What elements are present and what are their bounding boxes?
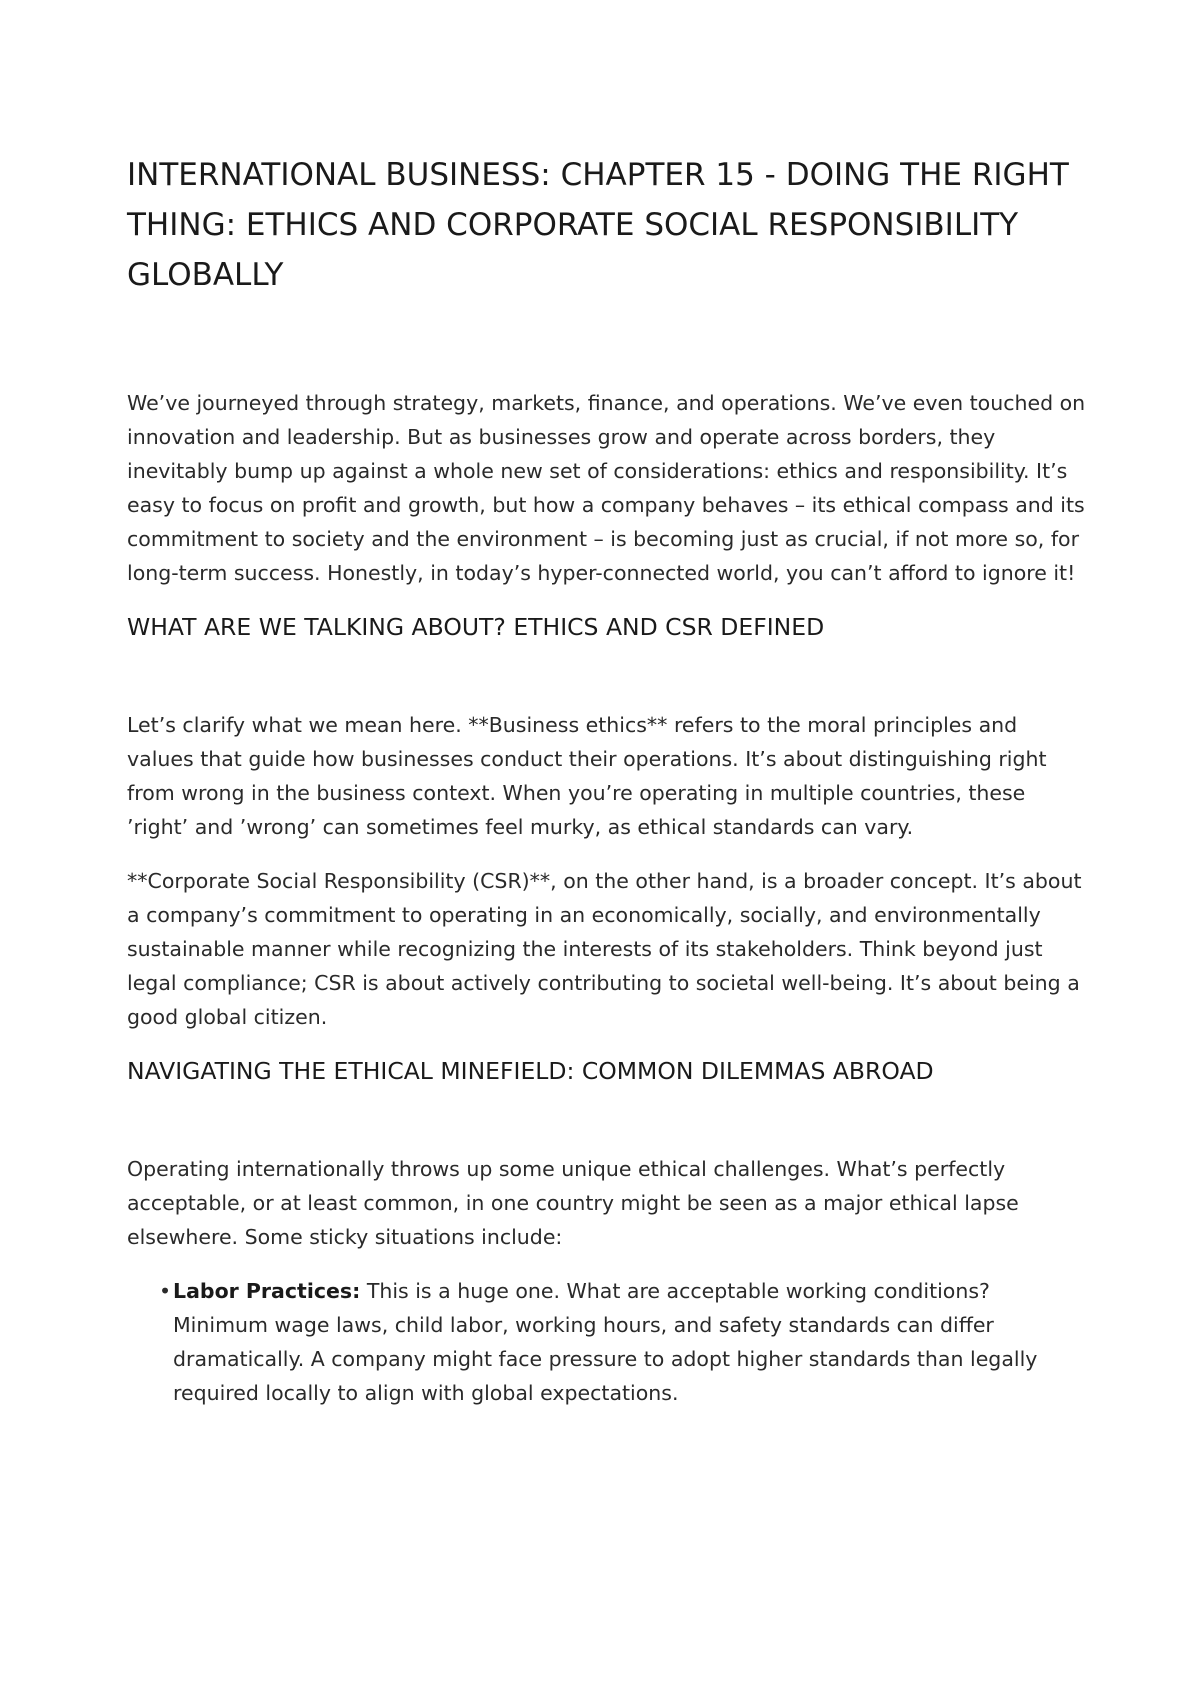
document-content xyxy=(127,150,1087,1410)
paragraph-business-ethics: Let’s clarify what we mean here. **Business ethics** refers to the moral principles and values that guide how businesses conduct their operations. It’s about distinguishing right from wrong in the business context. When you’re operating in multiple countries, these ’right’ and ’wrong’ can sometimes feel murky, as ethical standards can vary. xyxy=(127,713,1047,839)
list-item-term: Labor Practices: xyxy=(173,1279,361,1303)
bullet-marker: • xyxy=(159,1279,172,1303)
section-heading-ethical-minefield: NAVIGATING THE ETHICAL MINEFIELD: COMMON DILEMMAS ABROAD xyxy=(127,1057,934,1085)
paragraph-ethical-challenges: Operating internationally throws up some unique ethical challenges. What’s perfectly acceptable, or at least common, in one country might be seen as a major ethical lapse elsewhere. Some sticky situations include: xyxy=(127,1157,1019,1249)
dilemmas-list xyxy=(127,1274,1087,1410)
section-heading-ethics-csr-defined: WHAT ARE WE TALKING ABOUT? ETHICS AND CSR DEFINED xyxy=(127,613,825,641)
intro-paragraph: We’ve journeyed through strategy, markets, finance, and operations. We’ve even touched on innovation and leadership. But as businesses grow and operate across borders, they inevitably bump up against a whole new set of considerations: ethics and responsibility. It’s easy to focus on profit and growth, but how a company behaves – its ethical compass and its commitment to society and the environment – is becoming just as crucial, if not more so, for long-term success. Honestly, in today’s hyper-connected world, you can’t afford to ignore it! xyxy=(127,391,1086,585)
list-item-text: This is a huge one. What are acceptable working conditions? Minimum wage laws, child labor, working hours, and safety standards can differ dramatically. A company might face pressure to adopt higher standards than legally required locally to align with global expectations. xyxy=(173,1279,1038,1405)
document-title: INTERNATIONAL BUSINESS: CHAPTER 15 - DOING THE RIGHT THING: ETHICS AND CORPORATE SOCIAL RESPONSIBILITY GLOBALLY xyxy=(127,157,1069,293)
list-item-labor-practices xyxy=(159,1274,1087,1410)
paragraph-csr: **Corporate Social Responsibility (CSR)**, on the other hand, is a broader concept. It’s about a company’s commitment to operating in an economically, socially, and environmentally sustainable manner while recognizing the interests of its stakeholders. Think beyond just legal compliance; CSR is about actively contributing to societal well-being. It’s about being a good global citizen. xyxy=(127,869,1082,1029)
